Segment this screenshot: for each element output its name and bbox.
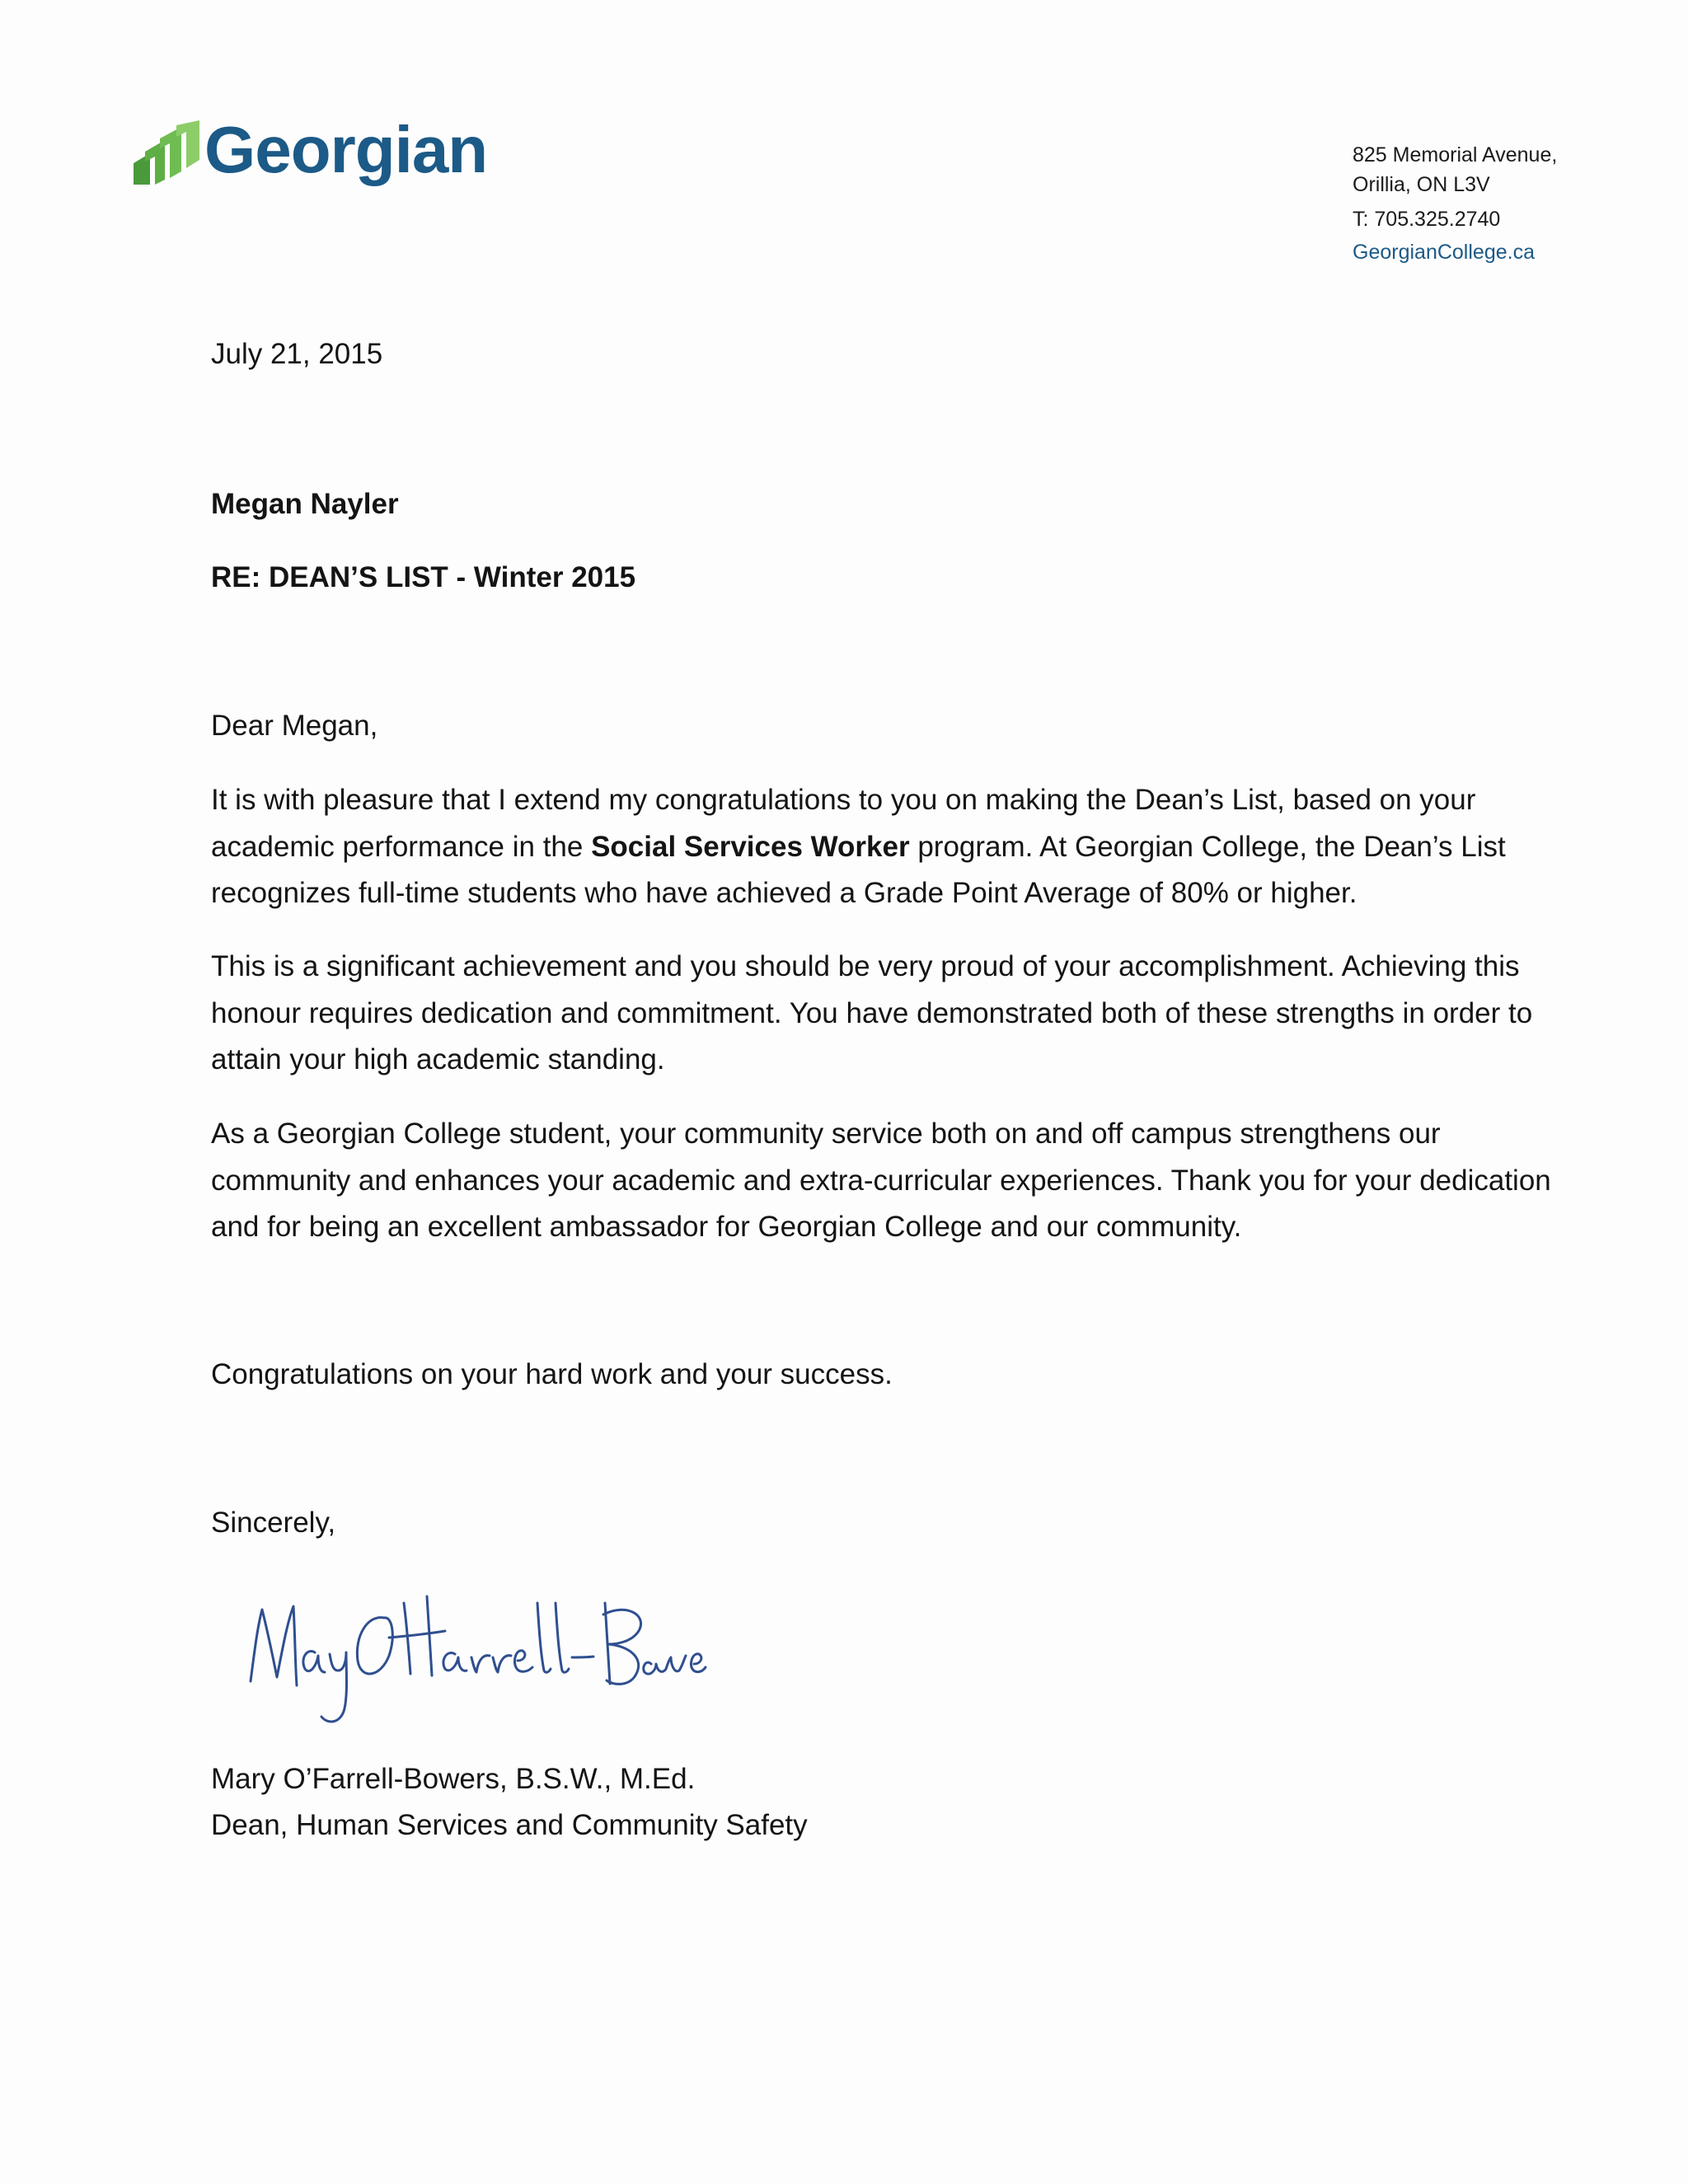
subject-line: RE: DEAN’S LIST - Winter 2015	[211, 561, 636, 593]
paragraph-2: This is a significant achievement and you should be very proud of your accomplishment. Achieving this honour requires dedication and commitment. You have demonstrated both of these strengths in order to attain your high academic standing.	[211, 950, 1533, 1076]
website-link[interactable]: GeorgianCollege.ca	[1353, 241, 1535, 264]
georgian-logo-icon	[132, 120, 201, 190]
address-block	[1353, 140, 1557, 267]
recipient-name: Megan Nayler	[211, 488, 399, 520]
georgian-logo	[132, 113, 488, 206]
paragraph-1-text-end: program. At Georgian College, the Dean’s List recognizes full-time students who have achieved a Grade Point Average of 80% or higher.	[211, 830, 1506, 909]
letter-date: July 21, 2015	[211, 338, 383, 370]
valediction: Sincerely,	[211, 1507, 336, 1539]
logo-wordmark: Georgian	[204, 113, 488, 186]
handwritten-signature	[239, 1578, 709, 1727]
paragraph-1-text-start: It is with pleasure that I extend my congratulations to you on making the Dean’s List, based on your academic performance in the	[211, 784, 1476, 863]
address-street: 825 Memorial Avenue,	[1353, 143, 1558, 166]
signer-title: Dean, Human Services and Community Safety	[211, 1809, 808, 1841]
paragraph-1	[211, 777, 1563, 917]
closing-line: Congratulations on your hard work and your success.	[211, 1358, 893, 1390]
address-city: Orillia, ON L3V	[1353, 173, 1490, 196]
program-name: Social Services Worker	[591, 830, 910, 863]
address-phone: T: 705.325.2740	[1353, 208, 1501, 231]
salutation: Dear Megan,	[211, 710, 378, 742]
signer-name: Mary O’Farrell-Bowers, B.S.W., M.Ed.	[211, 1763, 696, 1795]
paragraph-3: As a Georgian College student, your community service both on and off campus strengthens our community and enhances your academic and extra-curricular experiences. Thank you for your dedication and for being an excellent ambassador for Georgian College and our community.	[211, 1118, 1551, 1243]
